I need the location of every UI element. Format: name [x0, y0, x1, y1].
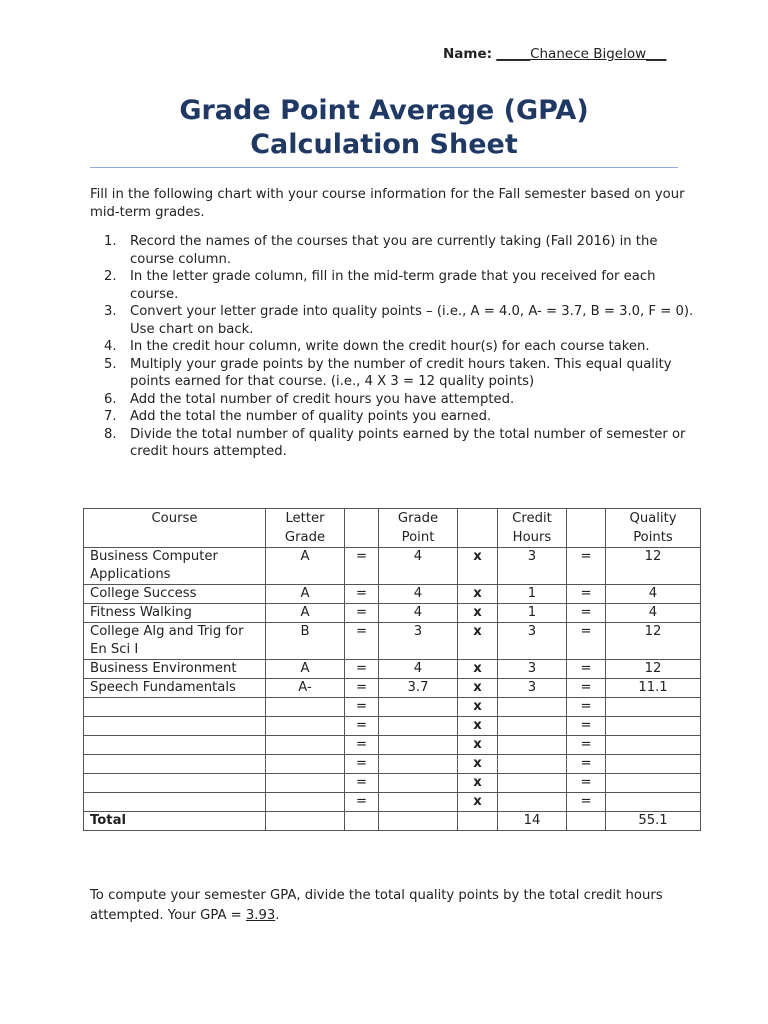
step-text: In the credit hour column, write down the credit hour(s) for each course taken.	[130, 339, 650, 354]
cell-equals: =	[345, 548, 379, 585]
table-row	[84, 793, 701, 812]
cell-credit-hours: 1	[498, 585, 567, 604]
list-item	[104, 303, 694, 338]
table-total-row	[84, 812, 701, 831]
cell-letter-grade	[266, 774, 345, 793]
list-item	[104, 338, 694, 356]
footer-instruction: To compute your semester GPA, divide the total quality points by the total credit hours attempted. Your GPA =	[90, 888, 663, 923]
step-number: 6.	[104, 391, 117, 407]
cell-equals: =	[567, 604, 606, 623]
cell-equals: =	[345, 679, 379, 698]
step-number: 2.	[104, 269, 117, 284]
cell-times: x	[458, 774, 498, 793]
col-header-course: Course	[84, 509, 266, 548]
name-line	[443, 46, 666, 62]
cell-letter-grade	[266, 793, 345, 812]
table-row	[84, 698, 701, 717]
table-row	[84, 660, 701, 679]
cell-grade-point	[379, 698, 458, 717]
cell-credit-hours	[498, 717, 567, 736]
name-value: _____Chanece Bigelow___	[496, 46, 667, 62]
footer-text	[90, 886, 690, 926]
cell-letter-grade: A	[266, 548, 345, 585]
step-number: 8.	[104, 426, 117, 442]
table-row	[84, 755, 701, 774]
cell-grade-point	[379, 736, 458, 755]
cell-credit-hours	[498, 793, 567, 812]
cell-equals: =	[345, 793, 379, 812]
cell-equals: =	[567, 660, 606, 679]
cell-times: x	[458, 698, 498, 717]
cell-empty	[567, 812, 606, 831]
cell-empty	[379, 812, 458, 831]
list-item	[104, 268, 694, 303]
title-divider	[90, 167, 678, 168]
cell-letter-grade	[266, 755, 345, 774]
cell-course	[84, 698, 266, 717]
step-text: In the letter grade column, fill in the mid-term grade that you received for each course.	[130, 269, 656, 302]
cell-credit-hours: 3	[498, 660, 567, 679]
cell-letter-grade: B	[266, 623, 345, 660]
cell-equals: =	[567, 793, 606, 812]
gpa-table	[83, 508, 701, 831]
cell-quality-points	[606, 736, 701, 755]
cell-equals: =	[567, 717, 606, 736]
list-item	[104, 408, 694, 426]
cell-grade-point: 3	[379, 623, 458, 660]
cell-empty	[345, 812, 379, 831]
cell-quality-points	[606, 774, 701, 793]
cell-equals: =	[345, 755, 379, 774]
cell-equals: =	[567, 698, 606, 717]
step-text: Multiply your grade points by the number of credit hours taken. This equal quality points earned for that course. (i.e., 4 X 3 = 12 quality points)	[130, 356, 672, 389]
table-row	[84, 585, 701, 604]
col-header-x	[458, 509, 498, 548]
step-number: 3.	[104, 304, 117, 319]
cell-times: x	[458, 604, 498, 623]
cell-times: x	[458, 585, 498, 604]
cell-quality-points: 12	[606, 660, 701, 679]
cell-equals: =	[567, 755, 606, 774]
page-title	[90, 94, 678, 162]
cell-grade-point	[379, 774, 458, 793]
list-item	[104, 391, 694, 409]
cell-grade-point: 4	[379, 548, 458, 585]
footer-end: .	[275, 908, 280, 923]
cell-course: Fitness Walking	[84, 604, 266, 623]
cell-course	[84, 736, 266, 755]
intro-text: Fill in the following chart with your course information for the Fall semester based on your mid-term grades.	[90, 187, 685, 220]
list-item	[104, 356, 694, 391]
cell-letter-grade: A	[266, 604, 345, 623]
cell-credit-hours: 3	[498, 623, 567, 660]
cell-equals: =	[567, 736, 606, 755]
cell-equals: =	[567, 774, 606, 793]
cell-quality-points	[606, 793, 701, 812]
table-row	[84, 679, 701, 698]
cell-times: x	[458, 679, 498, 698]
cell-course	[84, 774, 266, 793]
cell-course	[84, 793, 266, 812]
col-header-credit-hours: Credit Hours	[498, 509, 567, 548]
list-item	[104, 426, 694, 461]
cell-letter-grade	[266, 698, 345, 717]
cell-equals: =	[345, 717, 379, 736]
cell-equals: =	[567, 548, 606, 585]
cell-empty	[458, 812, 498, 831]
cell-grade-point: 4	[379, 585, 458, 604]
step-number: 5.	[104, 356, 117, 372]
cell-grade-point	[379, 755, 458, 774]
cell-course: Business Environment	[84, 660, 266, 679]
step-number: 4.	[104, 339, 117, 354]
cell-equals: =	[345, 698, 379, 717]
cell-grade-point	[379, 793, 458, 812]
table-row	[84, 717, 701, 736]
cell-course: Business Computer Applications	[84, 548, 266, 585]
table-row	[84, 736, 701, 755]
cell-quality-points: 4	[606, 604, 701, 623]
total-credit-hours: 14	[498, 812, 567, 831]
cell-credit-hours: 3	[498, 548, 567, 585]
step-number: 1.	[104, 234, 117, 249]
cell-credit-hours	[498, 698, 567, 717]
cell-grade-point: 3.7	[379, 679, 458, 698]
cell-credit-hours	[498, 755, 567, 774]
cell-equals: =	[567, 585, 606, 604]
step-text: Record the names of the courses that you are currently taking (Fall 2016) in the course column.	[130, 234, 658, 267]
cell-course: College Alg and Trig for En Sci I	[84, 623, 266, 660]
instruction-list	[104, 233, 694, 461]
cell-quality-points: 11.1	[606, 679, 701, 698]
cell-grade-point: 4	[379, 660, 458, 679]
cell-times: x	[458, 793, 498, 812]
cell-credit-hours	[498, 736, 567, 755]
cell-times: x	[458, 755, 498, 774]
cell-quality-points	[606, 717, 701, 736]
cell-quality-points	[606, 755, 701, 774]
cell-times: x	[458, 660, 498, 679]
cell-course: College Success	[84, 585, 266, 604]
table-row	[84, 548, 701, 585]
table-row	[84, 774, 701, 793]
cell-times: x	[458, 717, 498, 736]
cell-letter-grade	[266, 717, 345, 736]
cell-credit-hours: 1	[498, 604, 567, 623]
cell-quality-points: 4	[606, 585, 701, 604]
cell-letter-grade: A	[266, 585, 345, 604]
step-text: Add the total the number of quality points you earned.	[130, 409, 492, 424]
col-header-quality-points: Quality Points	[606, 509, 701, 548]
cell-letter-grade: A	[266, 660, 345, 679]
step-text: Divide the total number of quality points earned by the total number of semester or credit hours attempted.	[130, 426, 686, 459]
cell-empty	[266, 812, 345, 831]
table-header-row	[84, 509, 701, 548]
cell-course	[84, 717, 266, 736]
cell-quality-points: 12	[606, 548, 701, 585]
cell-letter-grade	[266, 736, 345, 755]
title-line-2: Calculation Sheet	[250, 129, 518, 160]
list-item	[104, 233, 694, 268]
cell-equals: =	[567, 679, 606, 698]
table-row	[84, 623, 701, 660]
cell-credit-hours: 3	[498, 679, 567, 698]
step-text: Add the total number of credit hours you have attempted.	[130, 391, 515, 407]
col-header-eq	[345, 509, 379, 548]
title-line-1: Grade Point Average (GPA)	[179, 95, 589, 126]
step-number: 7.	[104, 409, 117, 424]
col-header-grade-point: Grade Point	[379, 509, 458, 548]
cell-quality-points: 12	[606, 623, 701, 660]
cell-grade-point	[379, 717, 458, 736]
cell-times: x	[458, 736, 498, 755]
cell-equals: =	[345, 736, 379, 755]
cell-times: x	[458, 548, 498, 585]
col-header-letter-grade: Letter Grade	[266, 509, 345, 548]
step-text: Convert your letter grade into quality points – (i.e., A = 4.0, A- = 3.7, B = 3.0, F = 0). Use chart on back.	[130, 304, 694, 337]
table-row	[84, 604, 701, 623]
cell-equals: =	[345, 604, 379, 623]
total-quality-points: 55.1	[606, 812, 701, 831]
cell-equals: =	[345, 585, 379, 604]
col-header-eq2	[567, 509, 606, 548]
cell-course: Speech Fundamentals	[84, 679, 266, 698]
name-label: Name:	[443, 46, 493, 62]
gpa-value: 3.93	[245, 908, 276, 923]
cell-equals: =	[567, 623, 606, 660]
cell-quality-points	[606, 698, 701, 717]
cell-course	[84, 755, 266, 774]
cell-credit-hours	[498, 774, 567, 793]
cell-letter-grade: A-	[266, 679, 345, 698]
total-label: Total	[84, 812, 266, 831]
cell-grade-point: 4	[379, 604, 458, 623]
cell-equals: =	[345, 774, 379, 793]
cell-equals: =	[345, 623, 379, 660]
cell-times: x	[458, 623, 498, 660]
cell-equals: =	[345, 660, 379, 679]
